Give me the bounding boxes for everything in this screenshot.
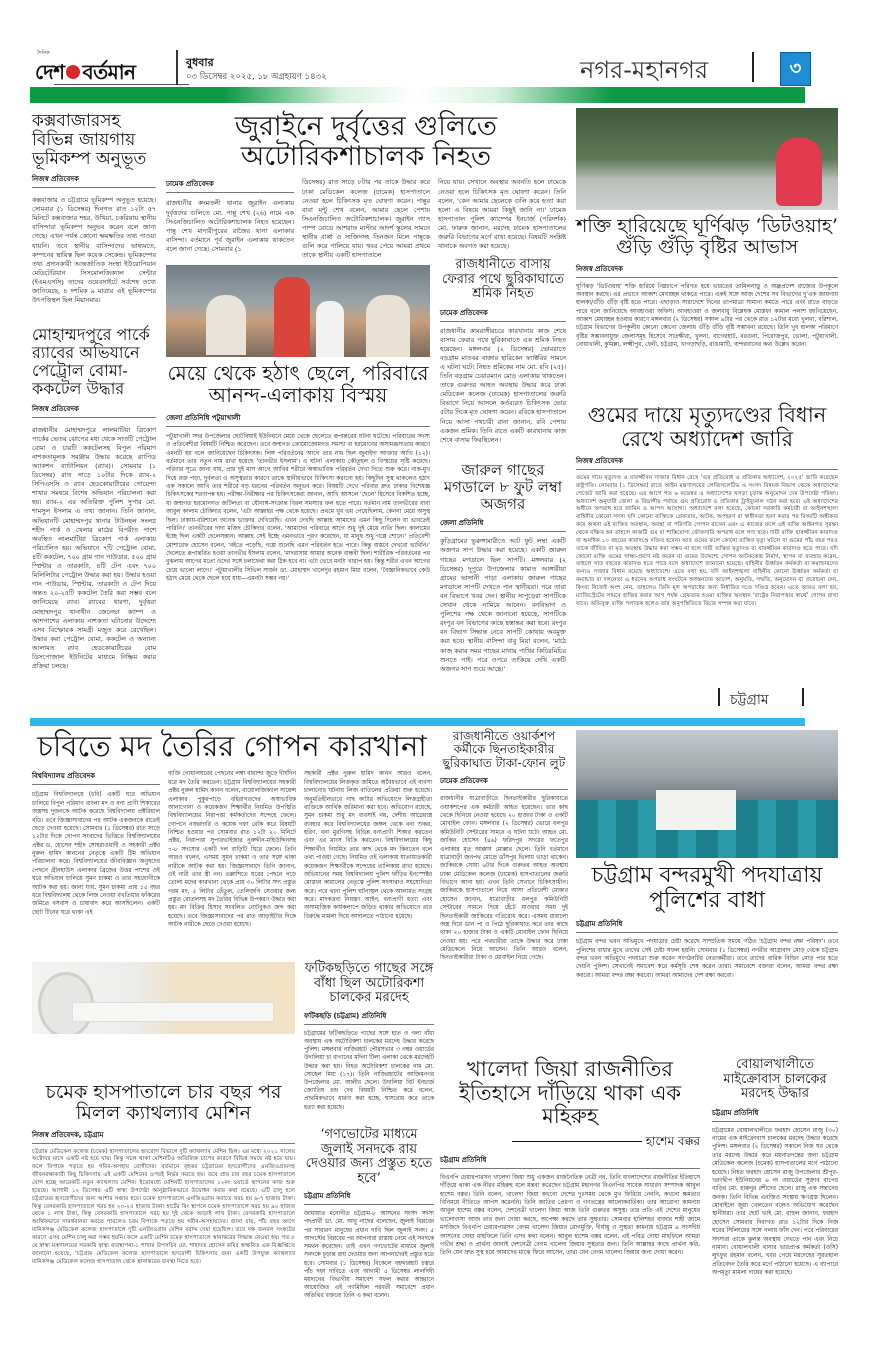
newspaper-logo[interactable]	[32, 50, 162, 92]
photo-figure	[206, 295, 246, 355]
logo-word-desh: দেশ	[35, 60, 65, 84]
headline[interactable]: ‘গণভোটের মাধ্যমে জুলাই সনদকে রায় দেওয়ার জন্য প্রস্তুত হতে হবে’	[305, 1127, 433, 1186]
headline[interactable]: মোহাম্মদপুরে পার্কে র‍্যাবের অভিযানে পেট্রোল বোমা-ককটেল উদ্ধার	[32, 325, 150, 398]
headline[interactable]: চট্টগ্রাম বন্দরমুখী পদযাত্রায় পুলিশের বাধা	[591, 863, 823, 913]
article-body: ঘূর্ণিঝড় 'ডিটওয়াহ' শক্তি হারিয়ে নিম্নচাপে পরিণত হয়ে ভারতের তামিলনাড়ু ও অন্ধ্রপ্রদেশ রাজ্যের উপকূলে অবস্থান করছে। এর প্রভাবে আকাশ মেঘাচ্ছন্ন থাকতে পারে। একই সঙ্গে আজ দেশের সব বিভাগের দু'এক জায়গায় হালকা/গুঁড়ি গুঁড়ি বৃষ্টি হতে পারে। এছাড়াও সারাদেশে দিনের তাপমাত্রা সামান্য কমতে পারে এবং রাতে বাড়তে পারে বলে জানিয়েছে আবহাওয়া অফিস। আবহাওয়া ও জলবায়ু বিশ্লেষক মোস্তফা কামাল পলাশ জানিয়েছেন, আকাশ মেঘাচ্ছন্ন হওয়ার কারণে মঙ্গলবার (২ ডিসেম্বর) সকাল ৯টার পর থেকে রাত ১২টার মধ্যে খুলনা, বরিশাল, চট্টগ্রাম বিভাগের উপকূলীয় কোনো কোনো জেলায় গুঁড়ি গুঁড়ি বৃষ্টি সম্ভাবনা রয়েছে। তিনি খুব হালকা পরিমাণে বৃষ্টির সম্ভাবনাযুক্ত জেলাসমূহ হিসেবে সাতক্ষীরা, খুলনা, বাগেরহাট, বরগুনা, পিরোজপুর, ভোলা, পটুয়াখালী, নোয়াখালী, কুমিল্লা, লক্ষ্মীপুর, ফেনী, চট্টগ্রাম, খাগড়াছড়ি, রাঙামাটি, বান্দরবানের কথা উল্লেখ করেন।	[576, 283, 838, 349]
article-body: কক্সবাজার ও চট্টগ্রামে ভূমিকম্প অনুভূত হয়েছে। সোমবার (১ ডিসেম্বর) দিনগত রাত ১২টা ৫৭ মিনিটে কক্সবাজার শহর, উখিয়া, চকরিয়ায় স্থানীয় বাসিন্দারা ভূমিকম্প অনুভব করেন বলে জানা গেছে। এখন পর্যন্ত কোনো ক্ষয়ক্ষতির তথ্য পাওয়া যায়নি। তবে স্থানীয় বাসিন্দাদের ভাষ্যমতে, কম্পনের স্থায়িত্ব ছিল কয়েক সেকেন্ড। ভূমিকম্পের তথ্য প্রদানকারী আন্তর্জাতিক সংস্থা ইউরোপিয়ান মেডিটেরিয়ান সিসমোলজিক্যাল সেন্টার (ইএমএসসি) তাদের ওয়েবসাইটে সর্বশেষ তথ্যে জানিয়েছে, ৪ দশমিক ৯ মাত্রার এই ভূমিকম্পের উৎপত্তিস্থল ছিল মিয়ানমার।	[32, 196, 156, 305]
article-boalkhali[interactable]	[712, 1058, 838, 1277]
byline: জেলা প্রতিনিধি	[440, 517, 566, 532]
byline: ফটিকছড়ি (চট্টগ্রাম) প্রতিনিধি	[304, 1010, 434, 1025]
article-july-charter[interactable]	[304, 1128, 434, 1301]
byline: ঢামেক প্রতিবেদক	[440, 775, 568, 790]
byline: ঢামেক প্রতিবেদক	[440, 307, 566, 322]
logo-emblem-icon	[66, 65, 80, 79]
article-earthquake[interactable]	[32, 112, 156, 305]
headline[interactable]: জুরাইনে দুর্বৃত্তের গুলিতে অটোরিকশাচালক নিহত	[234, 111, 498, 173]
article-body-col2: ব্যক্তি গোয়ালঘরের পেছনের লম্বা বারান্দা জুড়ে দীর্ঘদিন ধরে মদ তৈরি করতেন। চট্টগ্রাম বিশ্ববিদ্যালয়ের সহকারী প্রক্টর নুরুল হামিদ কানন বলেন, বায়োলজিক্যাল সায়েন্স এলাকার পুকুরপাড়ে বহিরাগতদের অস্বাভাবিক আনাগোনা ও কয়েকজন শিক্ষার্থীর নিয়মিত উপস্থিতি বিশ্ববিদ্যালয়ের নিরাপত্তা কর্মকর্তাদের সন্দেহে ফেলে। গোপনে নজরদারি ও কয়েক দফা রেকি করে বিষয়টি নিশ্চিত হওয়ার পর সোমবার রাত ১২টা ২০ মিনিটে প্রক্টর, নিরাপত্তা সুপারভাইজার নুরুদ্দীন-মহিউদ্দিনসহ ৭-৮ সদস্যের একটি দল বাড়িটি ঘিরে ফেলে। তিনি আরও বলেন, এসময় সুমন চাকমা ও তার সঙ্গে থাকা নারীকে আটক করা হয়। জিজ্ঞাসাবাদে তিনি জানান, ওই নারী তার স্ত্রী নন। তল্লাশিতে ঘরের পেছনে গড়ে তোলা মদের কারখানা থেকে প্রায় ৩০ লিটার সদ্য প্রস্তুত গরম মদ, ৫ লিটার তেঁতুল, তেলিজগি সেওয়ার জন্য প্রস্তুত বোতলসহ মদ তৈরির বিভিন্ন উপকরণ উদ্ধার করা হয়। মদ বিক্রির হিসাব সংবলিত নোটবুকও জব্দ করা হয়েছে। তবে জিজ্ঞাসাবাদের পর রাত আড়াইটার দিকে আটক নারীকে ছেড়ে দেওয়া হয়েছে।	[168, 771, 296, 929]
article-khaleda[interactable]	[440, 1058, 700, 1258]
article-body: জামায়াত মনোনীত চট্টগ্রাম-৮ আসনের সংসদ সদস্য পদপ্রার্থী ডা. মো. আবু নাছের বলেছেন, জুলাই বিপ্লবের পর সাধারণ মানুষের প্রধান দাবি ছিল জুলাই সনদ। ৫ আগস্টের বিপ্লবের পর আপনারা রাস্তায় নেমে এই সনদকে সমর্থন করেছেন। তাই এখন গণভোটের মাধ্যমে জুলাই সনদকে চূড়ান্ত রায় দেওয়ার জন্য আপনাদেরই প্রস্তুত হতে হবে। সোমবার (১ ডিসেম্বর) বিকেলে বহদ্দারহাট চত্বরে পাঁচ দফা দাবিতে এবং আগামী ৫ ডিসেম্বর লালদিঘী ময়দানের বিভাগীয় সমাবেশ সফল করার আহ্বানে আয়োজিত এই গণমিছিল পরবর্তী সমাবেশে প্রধান অতিথির বক্তব্যে তিনি এ কথা বলেন।	[304, 1211, 434, 1300]
article-body-col3: সহকারী প্রক্টর নুরুল হামিদ কানন আরও বলেন, বিশ্ববিদ্যালয়ের লিজকৃত জমিতে অবৈধভাবে এই ব্যবসা চালানোর ঘটনায় লিজ বাতিলের প্রক্রিয়া শুরু হয়েছে। অনুমতিহীনভাবে গাছ কাটার অভিযোগে লিজগ্রহীতা ব্যক্তিকে আর্থিক জরিমানা করা হবে। অভিযোগ রয়েছে, সুমন চাকমা শুধু মদ ব্যবসাই নয়, দেশীয় আগ্নেয়াস্ত্র ব্যবহার করে বিশ্ববিদ্যালয়ের জঙ্গল থেকে বন্য শুকর, হরিণ, বন্য মুরগিসহ বিভিন্ন বন্যপ্রাণী শিকার করতেন এবং এর মাংস বিক্রি করতেন। বিশ্ববিদ্যালয়ের কিছু শিক্ষার্থীও নিয়মিত তার কাছ থেকে মদ কিনতেন বলে তথ্য পাওয়া গেছে। নিয়মিত ওই এলাকায় যাতায়াতকারী কয়েকজন শিক্ষার্থীকে সন্দেহের তালিকায় রাখা হয়েছে। অভিযানের সময় বিশ্ববিদ্যালয় পুলিশ ফাঁড়ির ইনস্পেক্টর মোস্তফা কামালের নেতৃত্বে পুলিশ সদস্যরাও সহযোগিতা করে। পরে থানা পুলিশ ঘটনাস্থল থেকে আলামত সংগ্রহ করে। মাদকদ্রব্য নিয়ন্ত্রণ আইন, বন্যপ্রাণী হত্যা এবং অসামাজিক কার্যকলাপে জড়িত থাকার অভিযোগে তার বিরুদ্ধে মামলা দিয়ে আদালতে পাঠানো হয়েছে।	[304, 771, 432, 920]
protest-photo	[576, 730, 838, 858]
article-ordinance[interactable]	[576, 404, 838, 609]
article-body: চট্টগ্রাম মেডিকেল কলেজ (চমেক) হাসপাতালের হৃদরোগ বিভাগে দুটি ক্যাথল্যাব মেশিন ছিল। এর মধ্যে ২০২১ সালের অক্টোবর মাসে একটি নষ্ট হয়ে যায়। কিন্তু সচল থাকা মেশিনটিও অতিরিক্ত চাপের কারণে বিভিন্ন সময়ে নষ্ট হয়ে যায়। ফলে বিপাকে পড়তে হয় গরিব-অসহায় রোগীদের। বর্তমানে বৃহত্তর চট্টগ্রামের হৃদরোগীদের এনজিওগ্রামসহ জীবনরক্ষাকারী কিছু চিকিৎসায় এই একটি মেশিনের ওপরই নির্ভর করতে হয়। তবে প্রায় চার বছর চমেক হাসপাতালে যোগ হচ্ছে আরেকটি নতুন ক্যাথল্যাব মেশিন। ইতোমধ্যে মেশিনটি হাসপাতালের ১২নং ওয়ার্ডে স্থাপনের কাজ শুরু হয়েছে। আগামী ১২ ডিসেম্বর এটি স্বাস্থ্য উপদেষ্টা আনুষ্ঠানিকভাবে উদ্বোধন করার কথা রয়েছে। এটি চালু হলে চট্টগ্রামের হৃদরোগীদের জন্য আশার সঞ্চার হবে। চমেক হাসপাতালে এনজিওগ্রাম করাতে খরচ হয় ৬-৭ হাজার টাকা। কিন্তু বেসরকারি হাসপাতালে খরচ হয় ২০-২৫ হাজার টাকা। হার্টের রিং স্থাপনে চমেক হাসপাতালে খরচ হয় ৯০ হাজার থেকে ১ লাখ টাকা, কিন্তু বেসরকারি হাসপাতালে খরচ হয় দুই থেকে আড়াই লাখ টাকা। বেসরকারি হাসপাতালে আর্থিকভাবে সামর্থবানরা করতে পারলেও চরম বিপাকে পড়তে হয় গরীব-অসহায়দের। জানা যায়, পাঁচ বছর আগে মানিকগঞ্জ মেডিকেল কলেজ হাসপাতালে দুটি এনজিওগ্রাম মেশিন বরাদ্দ দেয়া হয়েছিল। তবে দক্ষ জনবল সংকটের কারণে এসব মেশিন চালু করা সম্ভব হয়নি। ফলে একটি মেশিন চমেক হাসপাতালে স্থানান্তরের সিদ্ধান্ত নেওয়া হয়। গত ৮ মে স্বাস্থ্য মন্ত্রণালয়ের সরকারি স্বাস্থ্য ব্যবস্থাপনা-১ শাখার উপসচিব মো. শাহাদত হোসেন কবির স্বাক্ষরিত এক বিজ্ঞপ্তিতে জানানো হয়েছে, 'চট্টগ্রাম মেডিকেল কলেজ হাসপাতালে হৃদরোগী চিকিৎসার জন্য একটি উপযুক্ত ক্যাথল্যাব মানিকগঞ্জ মেডিকেল কলেজ হাসপাতাল থেকে স্থানান্তরের ব্যবস্থা নিতে হবে।	[32, 1148, 295, 1265]
family-photo	[166, 265, 430, 357]
article-python[interactable]	[440, 462, 566, 674]
article-workshop[interactable]	[440, 730, 568, 963]
photo-figure	[274, 277, 310, 357]
byline: চট্টগ্রাম প্রতিনিধি	[576, 918, 838, 933]
byline: নিজস্ব প্রতিবেদক	[576, 455, 838, 470]
headline[interactable]: রাজধানীতে ওয়ার্কশপ কর্মীকে ছিনতাইকারীর ছুরিকাঘাত টাকা-ফোন লুট	[442, 729, 566, 770]
photo-banner	[656, 790, 736, 830]
photo-figure	[776, 138, 822, 206]
issue-day: বুধবার	[186, 56, 214, 69]
masthead-divider	[176, 50, 178, 85]
photo-figure	[366, 295, 410, 357]
section-label-chattogram: চট্টগ্রাম	[730, 692, 769, 708]
article-cyclone[interactable]	[576, 216, 838, 350]
article-body: বিএনপি চেয়ারপারসন খালেদা জিয়া শুধু একজন রাজনৈতিক নেত্রী নন, তিনি বাংলাদেশের রাজনীতির ইতিহাসে দাঁড়িয়ে থাকা এক নীরব মহিরুহ বলে মন্তব্য করেছেন চট্টগ্রাম মহানগর বিএনপির সাবেক সাধারণ সম্পাদক আবুল হাশেম বক্কর। তিনি বলেন, খালেদা জিয়া কখনো দেশের দুঃসময় থেকে মুখ ফিরিয়ে নেননি, কখনো ক্ষমতার বিনিময়ে নীতিতে আপস করেননি। তিনি জাতির প্রেরণা ও গণতন্ত্রের আলোকবর্তিকা। তার আরোগ্য কামনায় আবুল হাশেম বক্কর বলেন, দেশনেত্রী খালেদা জিয়া আজ তিনি গুরুতর অসুস্থ। তার প্রতি এই দেশের মানুষের ভালোবাসা আজ তার জন্য দোয়া করছে, অপেক্ষা করছে তার সুস্থতার। সোমবার হালিশহর বাজার শাহী জামে মসজিদে বিএনপি চেয়ারপারসন বেগম খালেদা জিয়ার রোগমুক্তি, দীর্ঘায়ু ও সুস্থতা কামনায় চট্টগ্রাম ৯ সংসদীয় আসনের দোয়া মাহফিলে তিনি এসব কথা বলেন। আবুল হাশেম বক্কর বলেন, এই পবিত্র দোয়া মাহফিলে আমরা গভীর শ্রদ্ধা ও প্রার্থনা জানাই দেশনেত্রী বেগম খালেদা জিয়ার সুস্থতার জন্য। তিনি আল্লাহর কাছে প্রার্থনা করি, তিনি যেন দ্রুত সুস্থ হয়ে আমাদের মাঝে ফিরে আসেন, তারা যেন বেগম খালেদা জিয়ার জন্য দোয়া করেন।	[440, 1174, 700, 1257]
section-title: নগর-মহানগর	[580, 56, 709, 84]
article-body: পটুয়াখালী সদর উপজেলার ছোটবিঘাই ইউনিয়নে মেয়ে থেকে ছেলেতে রূপান্তরের ঘটনা ঘটেছে। পরিবারের সদস্য ও প্রতিবেশীরা বিষয়টি নিশ্চিত করেছেন। তবে জন্মগত ক্রোমোজোমগত সমস্যা বা হরমোনের অসামঞ্জস্যতার কারণে এমনটি হয় বলে জানিয়েছেন চিকিৎসক। লিঙ্গ পরিবর্তনের আগে তার নাম ছিল জুবাইদা আক্তার আখি (১২)। বর্তমানে তার নতুন নাম রাখা হয়েছে 'তানভীর ইসলাম'। এ ঘটনা এলাকায় কৌতূহল ও বিস্ময়ের সৃষ্টি করেছে। পরিবার সূত্রে জানা যায়, প্রায় দুই মাস আগে আখির শরীরে অস্বাভাবিক পরিবর্তন দেখা দিতে শুরু করে। নাক-মুখ দিয়ে রক্ত পড়া, দুর্বলতা ও অসুস্থতার কারণে তাকে স্থানীয়ভাবে চিকিৎসা করানো হয়। কিছুদিন সুস্থ থাকলেও হঠাৎ এক সকালে আখি তার শরীরে বড় ধরনের পরিবর্তন অনুভব করে। বিষয়টি দেখে পরিবার দ্রুত ঢাকার বিশেষজ্ঞ চিকিৎসকের শরণাপন্ন হয়। পরীক্ষা-নিরীক্ষার পর চিকিৎসকেরা জানান, আখি আসলে 'ছেলে' হিসেবে বিকশিত হচ্ছে, যা জন্মগত হরমোনগত জটিলতা বা যৌনাঙ্গ-সংক্রান্ত বিরল সমস্যার ফল হতে পারে। বর্তমান নাম তানভীরের বাবা আবুল কালাম চৌকিদার বলেন, 'এটা আল্লাহর পক্ষ থেকে হয়েছে। প্রথমে খুব ভয় পেয়েছিলাম, কেননা মেয়ে অসুস্থ ছিল। ঢাকায়-বরিশালে অনেক ডাক্তার দেখিয়েছি। এখন দেখছি আল্লাহ আমাদের এমন কিছু দিলেন যা ভাবতেই পারিনি।' তানভীরের দাদা মজিদ চৌকিদার বলেন, 'আমাদের পরিবারে আগে শুধু দুই মেয়ে নাতি ছিল। কালামের ইচ্ছে ছিল একটি ছেলেসন্তান। আল্লাহ সেই ইচ্ছে এমনভাবে পূরণ করেছেন, যা মানুষ শুধু গল্পে শোনে।' প্রতিবেশী মোশারেফ হোসেন বলেন, 'বইতে পড়েছি, গল্পে শুনেছি এমন পরিবর্তন হতে পারে। কিন্তু বাস্তবে দেখবো ভাবিনি।' ছেলেতে রূপান্তরিত হওয়া তানভীর ইসলাম বলেন, 'মাদরাসায় আমার অনেক বান্ধবী ছিল। শারীরিক পরিবর্তনের পর বুঝলাম আগের মতো ওদের সঙ্গে চলাফেরা করা ঠিক হবে না। এটা ভেবে মনটা খারাপ হয়। কিন্তু শরীর এখন আগের চেয়ে ভালো লাগে।' পটুয়াখালীর সিভিল সার্জন ডা. মোহাম্মদ খালেদুর রহমান মিয়া বলেন, 'বৈজ্ঞানিকভাবে কেউ হঠাৎ মেয়ে থেকে ছেলে হয়ে যায়—এমনটা সম্ভব নয়।'	[166, 433, 430, 583]
byline: নিজস্ব প্রতিবেদক	[576, 263, 838, 278]
headline[interactable]: চমেক হাসপাতালে চার বছর পর মিলল ক্যাথল্যাব মেশিন	[45, 1081, 282, 1125]
logo-prefix: দৈনিক	[37, 50, 50, 56]
cathlab-machine-photo	[32, 962, 295, 1034]
article-body: গুমের দায়ে মৃত্যুদণ্ড ও যাবজ্জীবন সাজার বিধান রেখে 'গুম প্রতিরোধ ও প্রতিকার অধ্যাদেশ, ২০২৫' জারি করেছেন রাষ্ট্রপতি। সোমবার (১ ডিসেম্বর) রাতে আইন মন্ত্রণালয়ের লেজিসলেটিভ ও সংসদ বিষয়ক বিভাগ থেকে অধ্যাদেশের গেজেট জারি করা হয়েছে। এর আগে গত ৬ নভেম্বর এ অধ্যাদেশের খসড়া চূড়ান্ত অনুমোদন দেয় উপদেষ্টা পরিষদ। অধ্যাদেশ অনুযায়ী জেলা ও বিভাগীয় পর্যায়ে গুম প্রতিরোধ ও প্রতিকার ট্রাইব্যুনাল গঠন করা হবে। এই অধ্যাদেশের অধীনে অপরাধ হবে জামিন ও আপস অযোগ্য। অধ্যাদেশে বলা হয়েছে, কোনো সরকারি কর্মচারী বা আইনশৃঙ্খলা বাহিনীর কোনো সদস্য যদি কোনো ব্যক্তিকে গ্রেফতার, আটক, অপহরণ বা স্বাধীনতা হরণ করার পর বিষয়টি অস্বীকার করে অথবা ওই ব্যক্তির অবস্থান, অবস্থা বা পরিণতি গোপন রাখেন এবং এ কাজের ফলে ওই ব্যক্তি আইনগত সুরক্ষা থেকে বঞ্চিত হন তাহলে কাজটি গুম বা শাস্তিযোগ্য ফৌজদারি অপরাধ বলে গণ্য হবে। দায়ী ব্যক্তি যাবজ্জীবন কারাদণ্ড বা অনধিক ১০ বছরের কারাদণ্ডে দণ্ডিত হবেন। আর গুমের ফলে কোনো ব্যক্তির মৃত্যু ঘটলে বা গুমের পাঁচ বছর পরও তাকে জীবিত বা মৃত অবস্থায় উদ্ধার করা সম্ভব না হলে দায়ী ব্যক্তির মৃত্যুদণ্ড বা যাবজ্জীবন কারাদণ্ড হতে পারে। যদি কোনো ব্যক্তি গুমের সাক্ষ্য-প্রমাণ নষ্ট করেন বা গুমের উদ্দেশ্যে গোপন আটককেন্দ্র নির্মাণ, স্থাপন বা ব্যবহার করেন, তাহলে সাত বছরের কারাদণ্ড হতে পারে বলে অধ্যাদেশে জানানো হয়েছে। বাহিনীর ঊর্ধ্বতন কর্মকর্তা বা কমান্ডারদের জন্যও সাজার বিধান রয়েছে অধ্যাদেশে। এতে বলা হয়, যদি আইনশৃঙ্খলা বাহিনীর কোনো ঊর্ধ্বতন কর্মকর্তা বা কমান্ডার বা দলনেতা এ ধরনের অপরাধ সংঘটনে অধস্তনদের আদেশ, অনুমতি, সম্মতি, অনুমোদন বা প্ররোচনা দেন, কিংবা নিজেই অংশ নেন, তাহলেও তিনি মূল অপরাধের জন্য নির্ধারিত দণ্ডে দণ্ডিত হবেন। এতে আরও বলা হয়, ম্যাজিস্ট্রেটের সামনে হাজির করার আগ পর্যন্ত গ্রেফতার হওয়া ব্যক্তির অবস্থান 'রাষ্ট্রের নিরাপত্তার স্বার্থে' গোপন রাখা যাবে। অভিযুক্ত ব্যক্তি পলাতক হলেও তার অনুপস্থিতিতে বিচার সম্পন্ন করা যাবে।	[576, 475, 838, 607]
article-body-col1: চট্টগ্রাম বিশ্ববিদ্যালয়ে (চবি) একটি ঘরে অভিযান চালিয়ে বিপুল পরিমাণ বাংলা মদ ও বন্য প্রাণী শিকারের অস্ত্রসহ দুজনকে আটক করেছে বিশ্ববিদ্যালয় প্রক্টরিয়াল বডি। তবে জিজ্ঞাসাবাদের পর আটক একজনকে রাতেই ছেড়ে দেওয়া হয়েছে। সোমবার (১ ডিসেম্বর) রাত সাড়ে ১২টার দিকে গোপন সংবাদের ভিত্তিতে বিশ্ববিদ্যালয়ের প্রক্টর ড. হোসেন শহীদ সোহরাওয়ার্দী ও সহকারী প্রক্টর নুরুল হামিদ কাননের নেতৃত্বে একটি টিম অভিযান পরিচালনা করে। বিশ্ববিদ্যালয়ের জীববিজ্ঞান অনুষদের পেছনে গ্রীনহাউস এলাকার ব্রিজের উত্তর পাশের ওই ঘরে অভিযান চালিয়ে সুমন চাকমা ও তার সহযোগীকে আটক করা হয়। জানা যায়, সুমন চাকমা প্রায় ১৫ বছর ধরে বিশ্ববিদ্যালয় থেকে লিজ নেওয়া বখতিয়ার ফকিরের জমিতে বসবাস ও চাষাবাদ করে আসছিলেন। একটি ছোট টিনের ঘরে থাকা এই	[32, 792, 160, 916]
section-divider	[802, 688, 804, 706]
article-cu-liquor[interactable]	[32, 730, 432, 930]
section-divider	[752, 52, 754, 82]
article-body: রাজধানীর মোহাম্মদপুরে লালমাটিয়া ত্রিকোণ পার্কের ভেতর ঝোপের মধ্য থেকে সাতটি পেট্রোল বোমা ও চারটি ককটেলসহ বিপুল পরিমাণ নাশকতামূলক সরঞ্জাম উদ্ধার করেছে র‍্যাপিড অ্যাকশন ব্যাটালিয়ন (র‍্যাব)। সোমবার (১ ডিসেম্বর) রাত সাড়ে ১০টার দিকে র‍্যাব-২ সিপিএসসি ও র‍্যাব হেডকোয়ার্টারের গোয়েন্দা শাখার সমন্বয়ে বিশেষ অভিযান পরিচালনা করা হয়। র‍্যাব-২ এর অতিরিক্ত পুলিশ সুপার মো. শামসুল ইসলাম এ তথ্য জানান। তিনি জানান, অভিযানটি মোহাম্মদপুর থানার টাউনহল সংলগ্ন শহীদ পার্ক ও খেলার মাঠের বিপরীত পাশে অবস্থিত লালমাটিয়া ত্রিকোণ পার্ক এলাকায় পরিচালিত হয়। অভিযানে ৭টি পেট্রোল বোমা, ৪টি ককটেল, ৭০০ গ্রাম গান পাউডার, ৫০০ গ্রাম স্প্লিন্টার ও তারকাটা, ৪টি টেপ এবং ৭০০ মিলিলিটার পেট্রোল উদ্ধার করা হয়। উদ্ধার হওয়া গান পাউডার, স্প্লিন্টার, তারকাটা ও টেপ দিয়ে অন্তত ২০-২৫টি ককটেল তৈরি করা সম্ভব বলে জানিয়েছে র‍্যাব। র‍্যাবের ধারণা, দুর্বৃত্তরা মোহাম্মদপুর থানাধীন জেনেভা ক্যাম্প ও আশপাশের এলাকায় নাশকতা ঘটানোর উদ্দেশ্যে এসব বিস্ফোরক সামগ্রী মজুত করে রেখেছিল। উদ্ধার করা পেট্রোল বোমা, ককটেল ও অন্যান্য আলামত র‍্যাব হেডকোয়ার্টারের বোম ডিসপোজাল ইউনিটের মাধ্যমে নিষ্ক্রিয় করার প্রক্রিয়া চলছে।	[32, 425, 156, 671]
page-number-badge: ৩	[780, 52, 811, 86]
photo-figure	[316, 301, 344, 357]
byline: জেলা প্রতিনিধি পটুয়াখালী	[166, 412, 430, 427]
issue-date: ০৩ ডিসেম্বর ২০২৫, ১৮ অগ্রহায়ণ ১৪৩২	[186, 72, 327, 82]
article-cathlab[interactable]	[32, 1082, 295, 1266]
headline[interactable]: গুমের দায়ে মৃত্যুদণ্ডের বিধান রেখে অধ্যাদেশ জারি	[587, 403, 827, 451]
headline[interactable]: বোয়ালখালীতে মাইক্রোবাস চালকের মরদেহ উদ্ধার	[723, 1057, 827, 1102]
article-body: কুড়িগ্রামের ভুরুঙ্গামারীতে আট ফুট লম্বা একটি অজগর সাপ উদ্ধার করা হয়েছে। একটি জারুল গাছের মগডালে ছিল সাপটি। মঙ্গলবার (২ ডিসেম্বর) দুপুরে উপজেলার কামাত আঙ্গারীয়া গ্রামের ভাসানী পাড়া এলাকায় জারুল গাছের মগডালে সাপটি দেখতে পান স্থানীয়রা। পরে তারা বন বিভাগে খবর দেন। স্থানীয় সাপুড়েরা সাপটিকে সেখান থেকে নামিয়ে আনেন। বনবিভাগ ও পুলিশের পক্ষ থেকে জানানো হয়েছে, সাপটিকে রংপুর বন বিভাগের কাছে হস্তান্তর করা হবে। রংপুর বন বিভাগ সিদ্ধান্ত নেবে সাপটি কোথায় অবমুক্ত করা হবে। স্থানীয় বাসিন্দা বাবু মিয়া বলেন, 'মাঠে কাজ করার সময় গাছের মাথায় পাখির কিচিরমিচির শুনতে পাই। পরে ওপরে তাকিয়ে দেখি একটি অজগর সাপ শুয়ে আছে।'	[440, 537, 566, 673]
article-jurain[interactable]	[166, 112, 566, 260]
author-rule	[512, 1141, 642, 1142]
byline: চট্টগ্রাম প্রতিনিধি	[304, 1190, 434, 1205]
logo-word-bortoman: বর্তমান	[82, 60, 136, 84]
headline[interactable]: জারুল গাছের মগডালে ৮ ফুট লম্বা অজগর	[443, 461, 563, 513]
byline: ঢামেক প্রতিবেদক	[166, 178, 294, 193]
byline: নিজস্ব প্রতিবেদক	[32, 173, 156, 188]
article-fatikchhari[interactable]	[304, 962, 434, 1112]
headline[interactable]: শক্তি হারিয়েছে ঘূর্ণিঝড় ‘ডিটওয়াহ’ গুঁড়ি গুঁড়ি বৃষ্টির আভাস	[576, 215, 838, 259]
article-body-col2: ডিসেম্বর) রাত সাড়ে ৮টার পর তাকে উদ্ধার করে ঢাকা মেডিকেল কলেজ (ঢামেক) হাসপাতালে নেওয়া হলে চিকিৎসক মৃত ঘোষণা করেন। পান্নুর বাবা মন্টু শেখ বলেন, আমার ছেলে পেশায় সিএনজিচালিত অটোরিকশাচালক। জুরাইন গ্যাস পাম্প রোডে আশরাফ মাস্টার আদর্শ স্কুলের সামনে স্থানীয় বাপ্পা ও সাজিদসহ তিনজন মিলে পান্নুকে গুলি করে পালিয়ে যায়। খবর পেয়ে আমরা প্রথমে তাকে স্থানীয় একটি হাসপাতালে	[302, 178, 430, 260]
article-body: চট্টগ্রামের বোয়ালখালীতে ফরহাদ হোসেন রাজু (৩০) নামের এক মাইক্রোবাস চালকের মরদেহ উদ্ধার করেছে পুলিশ। মঙ্গলবার (২ ডিসেম্বর) সকালে নিজ ঘর থেকে তার মরদেহ উদ্ধার করে ময়নাতদন্তের জন্য চট্টগ্রাম মেডিকেল কলেজ (চমেক) হাসপাতালের মর্গে পাঠানো হয়েছে। নিহত ফরহাদ হোসেন রাজু উপজেলার শ্রীপুর-খরণদ্বীপ ইউনিয়নের ৬ নং ওয়ার্ডের সুজাব বাপের বাড়ির মো. হারুনুর রশীদের ছেলে। রাজু এক সন্তানের জনক। তিনি বিভিন্ন এনজিও সংস্থায় ঋণগ্রস্ত ছিলেন। মোবাইলে জুয়া খেলতেন বলেও অভিযোগ করেছেন স্থানীয়রা। তার ছোট ভাই মো. রাহুল জানান, ফরহাদ হোসেন সোমবার দিবাগত রাত ১২টার দিকে নিজ ঘরের সিলিংয়ের সঙ্গে গলায় ফাঁস দেন। পরে পরিবারের সদস্যরা তাকে ঝুলন্ত অবস্থায় দেখতে পান এবং নিচে নামান। বোয়ালখালী থানার ভারপ্রাপ্ত কর্মকর্তা (ওসি) লুৎফুর রহমান বলেন, খবর পেয়ে মরদেহের সুরতহাল প্রতিবেদন তৈরি করে মর্গে পাঠানো হয়েছে। এ ব্যাপারে অপমৃত্যু মামলা দায়ের করা হয়েছে।	[712, 1127, 838, 1277]
article-worker[interactable]	[440, 258, 566, 445]
byline: নিজস্ব প্রতিবেদক	[32, 403, 156, 418]
headline[interactable]: কক্সবাজারসহ বিভিন্ন জায়গায় ভূমিকম্প অনুভূত	[32, 111, 147, 170]
header-band	[30, 87, 805, 103]
headline[interactable]: রাজধানীতে বাসায় ফেরার পথে ছুরিকাঘাতে শ্রমিক নিহত	[442, 257, 564, 302]
headline[interactable]: চবিতে মদ তৈরির গোপন কারখানা	[37, 729, 427, 763]
article-mohammadpur[interactable]	[32, 326, 156, 671]
byline: চট্টগ্রাম প্রতিনিধি	[712, 1107, 838, 1122]
byline: চট্টগ্রাম প্রতিনিধি	[440, 1154, 700, 1169]
headline[interactable]: খালেদা জিয়া রাজনীতির ইতিহাসে দাঁড়িয়ে থাকা এক মহিরুহ	[458, 1057, 682, 1129]
rain-street-photo	[576, 108, 838, 210]
chattogram-band	[30, 718, 805, 726]
article-gender[interactable]	[166, 362, 430, 584]
section-divider	[718, 688, 720, 706]
byline: নিজস্ব প্রতিবেদক, চট্টগ্রাম	[32, 1129, 295, 1144]
article-body: রাজধানীর যাত্রাবাড়ীতে ছিনতাইকারীর ছুরিকাঘাতে ওয়ার্কশপের এক কর্মচারী আহত হয়েছেন। তার কাছ থেকে ছিনিয়ে নেওয়া হয়েছে ২০ হাজার টাকা ও একটি মোবাইল ফোন। মঙ্গলবার (২ ডিসেম্বর) ভোরে ধলপুর কমিউনিটি সেন্টারের সামনে এ ঘটনা ঘটে। আহত মো. জাকির হোসেন (৪৬) ফরিদপুর সদরের ফতেপুর এলাকার মৃত আক্কাস মোল্লার ছেলে। তিনি বর্তমানে যাত্রাবাড়ী জনপথ মোড়ে ডাঁসপুর ভিলায় ভাড়া থাকেন। জাকিরকে সোয়া ৬টার দিকে গুরুতর আহত অবস্থায় ঢাকা মেডিকেল কলেজ (ঢামেক) হাসপাতালের জরুরি বিভাগে আনা হয়। এখন তিনি সেখানে চিকিৎসাধীন। জাকিরকে হাসপাতালে নিয়ে আসা প্রতিবেশী মোকার হোসেন জানান, যাত্রাবাড়ীর ধলপুর কমিউনিটি সেন্টারের সামনে দিয়ে হেঁটে যাওয়ার সময় দুই ছিনতাইকারী জাকিরের গতিরোধ করে। এসময় ধারালো অস্ত্র দিয়ে ডান পা ও পিঠে ছুরিকাঘাত করে তার কাছে থাকা ২০ হাজার টাকা ও একটি মোবাইল ফোন ছিনিয়ে নেওয়া হয়। পরে পথচারীরা তাকে উদ্ধার করে ঢাকা মেডিকেলে নিয়ে আসেন। তিনি আরও বলেন, ছিনতাইকারীরা টাকা ও মোবাইল নিয়ে গেছে।	[440, 796, 568, 962]
article-body-col1: রাজধানীর কদমতলী থানার জুরাইন এলাকায় দুর্বৃত্তদের গুলিতে মো. পান্নু শেখ (২৬) নামে এক সিএনজিচালিত অটোরিকশাচালক নিহত হয়েছেন। পান্নু শেখ মাদারীপুরের রাজৈর থানা এলাকার বাসিন্দা। বর্তমানে পূর্ব জুরাইন এলাকায় থাকতেন বলে জানা গেছে। সোমবার (১	[166, 199, 294, 253]
photo-machine-table	[72, 1002, 274, 1022]
article-body: চট্টগ্রামের ফটিকছড়িতে গাছের সঙ্গে হাত ও গলা বাঁধা অবস্থায় এক অটোরিকশা চালকের মরদেহ উদ্ধার করেছে পুলিশ। মঙ্গলবার নাজিরহাট পৌরসভার ৩ নম্বর ওয়ার্ডের উদালিয়া চা বাগানের মদিনা টিলা এলাকা থেকে মরদেহটি উদ্ধার করা হয়। নিহত অটোরিকশা চালকের নাম মো. সোহেল মিয়া (১৭)। তিনি নাজিরহাটের আজিমনগর উপজেলার মো. আলীর ছেলে। উদালিয়া বিট ইনচার্জ জ্যোতিষ চন্দ্র দেব বিষয়টি নিশ্চিত করে বলেন, প্রাথমিকভাবে ধারণা করা হচ্ছে, শ্বাসরোধ করে তাকে হত্যা করা হয়েছে।	[304, 1030, 434, 1111]
headline[interactable]: ফটিকছড়িতে গাছের সঙ্গে বাঁধা ছিল অটোরিকশা চালকের মরদেহ	[304, 961, 434, 1006]
article-body: চট্টগ্রাম বন্দর ভবন অভিমুখে পদযাত্রার চেষ্টা করেছে সাম্প্রতিক সময়ে গঠিত 'চট্টগ্রাম বন্দর রক্ষা পরিষদ'। তবে পুলিশের বাধার মুখে তাদের সেই চেষ্টা সফল হয়নি। সোমবার (১ ডিসেম্বর) নগরীর আগ্রাবাদ মোড় থেকে চট্টগ্রাম বন্দর ভবন অভিমুখে পদযাত্রা শুরু করেন সংগঠনটির নেতাকর্মীরা। তবে তাদের বারিক বিল্ডিং মোড় পার হতে দেয়নি পুলিশ। সেখানেই সমাবেশ করে কর্মসূচি শেষ করেন তারা। সমাবেশে বক্তারা বলেন, আমরা বন্দর রক্ষা করবো। আমরা বন্দর রক্ষা করবো। আমরা আমাদের দেশ রক্ষা করবো।	[576, 939, 838, 979]
headline[interactable]: মেয়ে থেকে হঠাৎ ছেলে, পরিবারে আনন্দ-এলাকায় বিস্ময়	[167, 361, 429, 408]
article-body: রাজধানীর কামরাঙ্গীরচরে কারখানায় কাজ শেষে বাসায় ফেরার পথে ছুরিকাঘাতে এক শ্রমিক নিহত হয়েছেন। মঙ্গলবার (২ ডিসেম্বর) ভোররাতে বড়গ্রাম মাতবর বাজার হারিকেন ফ্যাক্টরির সামনে এ ঘটনা ঘটে। নিহত শ্রমিকের নাম মো. রবি (২৫)। তিনি বড়গ্রাম চেয়ারম্যান মোড় এলাকায় থাকতেন। তাকে গুরুতর আহত অবস্থায় উদ্ধার করে ঢাকা মেডিকেল কলেজ (ঢামেক) হাসপাতালের জরুরি বিভাগে নিয়ে আসলে কর্তব্যরত চিকিৎসক ভোর ৫টার দিকে মৃত ঘোষণা করেন। রবিকে হাসপাতালে নিয়ে আসা পথচারী রানা জানান, রবি পেশায় একজন শ্রমিক। তিনি রাতে একটি কারখানায় কাজ শেষে বাসায় ফিরছিলেন।	[440, 326, 566, 444]
article-body-col3: নিয়ে যায়। সেখানে অবস্থার অবনতি হলে ঢামেকে নেওয়া হলে চিকিৎসক মৃত ঘোষণা করেন। তিনি বলেন, 'কেন আমার ছেলেকে গুলি করে হত্যা করা হলো এ বিষয়ে আমরা কিছুই জানি না।' ঢামেক হাসপাতাল পুলিশ ক্যাম্পের ইনচার্জ (পরিদর্শক) মো. ফারুক জানান, মরদেহ ঢামেক হাসপাতালের জরুরি বিভাগের মর্গে রাখা হয়েছে। বিষয়টি সংশ্লিষ্ট থানাকে অবগত করা হয়েছে।	[438, 178, 566, 251]
author-name: হাশেম বক্কর	[645, 1133, 700, 1148]
article-port-march[interactable]	[576, 864, 838, 980]
byline: বিশ্ববিদ্যালয় প্রতিবেদক	[32, 770, 160, 785]
